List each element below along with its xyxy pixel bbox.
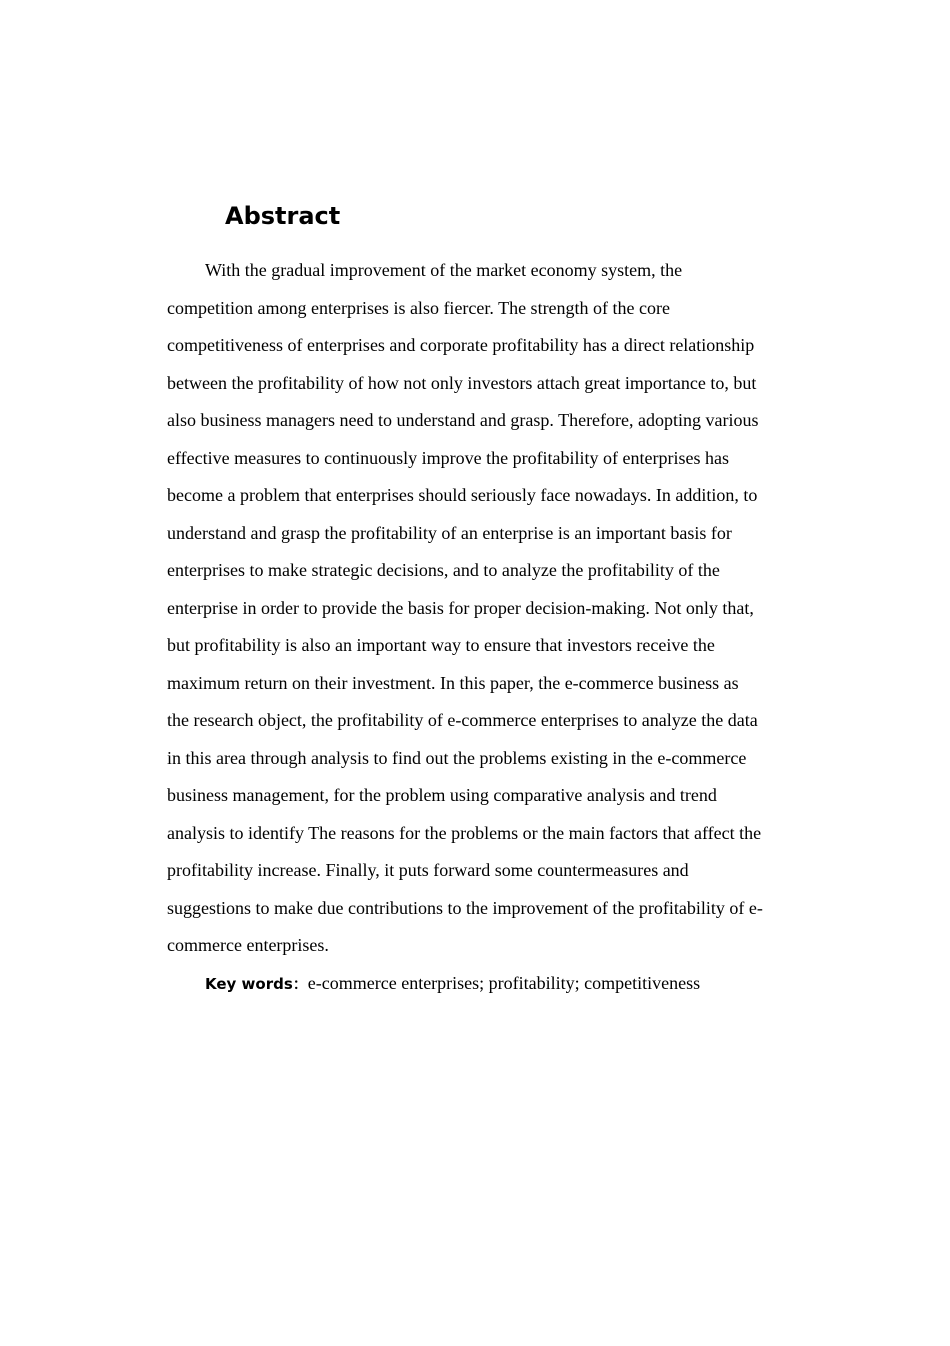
- abstract-line: also business managers need to understand and grasp. Therefore, adopting various: [167, 410, 759, 430]
- abstract-line: enterprise in order to provide the basis for proper decision-making. Not only that,: [167, 597, 754, 618]
- abstract-line: With the gradual improvement of the market economy system, the: [205, 260, 683, 280]
- abstract-line: profitability increase. Finally, it puts forward some countermeasures and: [167, 860, 689, 880]
- abstract-line: competition among enterprises is also fiercer. The strength of the core: [167, 297, 671, 318]
- abstract-line: in this area through analysis to find out the problems existing in the e-commerce: [167, 747, 747, 768]
- keywords-label: Key words：: [205, 975, 308, 993]
- abstract-line: the research object, the profitability of e-commerce enterprises to analyze the data: [167, 710, 758, 730]
- abstract-line: effective measures to continuously improve the profitability of enterprises has: [167, 447, 730, 468]
- abstract-line: become a problem that enterprises should seriously face nowadays. In addition, to: [167, 485, 758, 505]
- abstract-line: business management, for the problem using comparative analysis and trend: [167, 785, 717, 805]
- abstract-title: Abstract: [225, 202, 341, 230]
- keywords-line: [205, 968, 700, 1000]
- abstract-line: analysis to identify The reasons for the problems or the main factors that affect the: [167, 822, 762, 843]
- abstract-line: understand and grasp the profitability of an enterprise is an important basis for: [167, 522, 732, 543]
- abstract-paragraph: [167, 252, 807, 965]
- keywords-text: e-commerce enterprises; profitability; competitiveness: [307, 973, 701, 993]
- abstract-line: between the profitability of how not only investors attach great importance to, but: [167, 372, 757, 393]
- abstract-line: but profitability is also an important way to ensure that investors receive the: [167, 635, 715, 655]
- abstract-line: suggestions to make due contributions to the improvement of the profitability of e-: [167, 897, 763, 918]
- abstract-line: competitiveness of enterprises and corporate profitability has a direct relationship: [167, 335, 755, 355]
- abstract-line: commerce enterprises.: [167, 935, 329, 955]
- abstract-line: maximum return on their investment. In this paper, the e-commerce business as: [167, 672, 739, 693]
- abstract-line: enterprises to make strategic decisions, and to analyze the profitability of the: [167, 560, 720, 580]
